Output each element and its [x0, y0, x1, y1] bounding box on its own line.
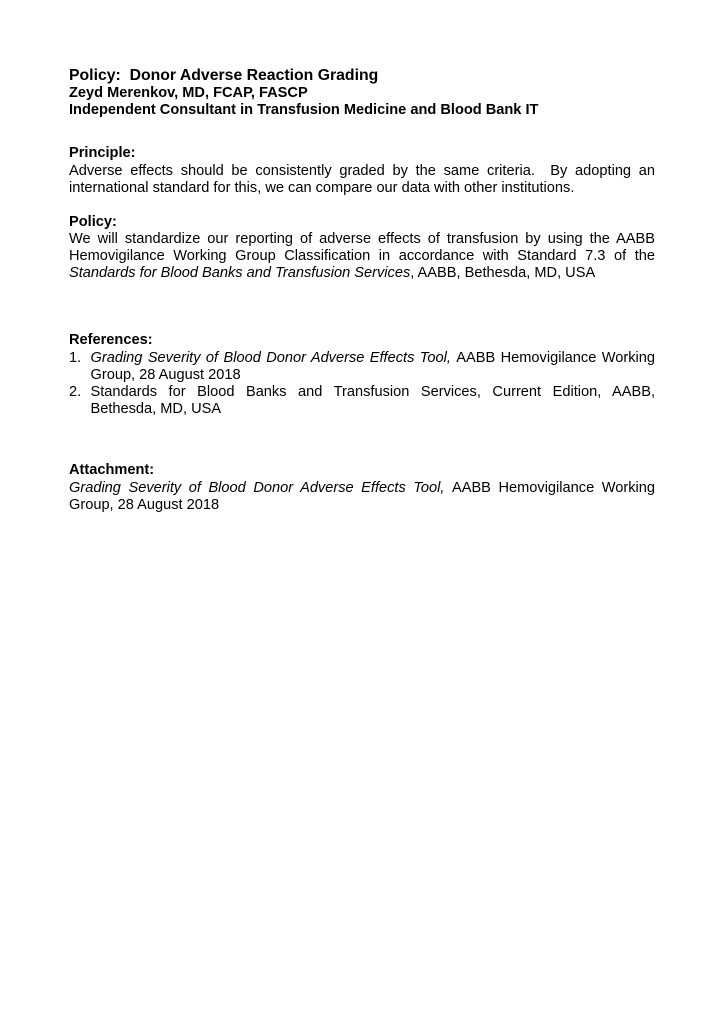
reference-text [91, 384, 656, 418]
policy-body-run-italic: Standards for Blood Banks and Transfusion Services [69, 265, 411, 282]
reference-number: 2. [69, 383, 82, 400]
reference-text [91, 350, 656, 384]
principle-heading: Principle: [69, 145, 136, 162]
attachment-heading: Attachment: [69, 462, 155, 479]
document-title: Policy: Donor Adverse Reaction Grading [69, 67, 379, 84]
policy-heading: Policy: [69, 213, 117, 230]
document-author: Zeyd Merenkov, MD, FCAP, FASCP [69, 85, 308, 101]
references-section [69, 332, 655, 418]
principle-section [69, 145, 660, 197]
attachment-section [69, 462, 660, 514]
reference-number: 1. [69, 349, 82, 366]
reference-item [69, 384, 655, 418]
attachment-body-run: AABB Hemovigilance Working Group, 28 August 2018 [69, 479, 660, 513]
attachment-body [69, 479, 660, 514]
reference-text-run-italic: Grading Severity of Blood Donor Adverse Effects Tool, [90, 349, 457, 366]
principle-body: Adverse effects should be consistently graded by the same criteria. By adopting an international standard for this, we can compare our data with other institutions. [69, 162, 660, 196]
reference-text-run: Standards for Blood Banks and Transfusion Services, Current Edition, AABB, Bethesda, MD, USA [90, 383, 655, 418]
references-heading: References: [69, 332, 153, 349]
attachment-body-run-italic: Grading Severity of Blood Donor Adverse Effects Tool, [69, 479, 452, 496]
document-header [69, 66, 655, 119]
policy-body-run: , AABB, Bethesda, MD, USA [410, 265, 596, 282]
reference-text-run: AABB Hemovigilance Working Group, 28 August 2018 [90, 349, 655, 383]
policy-section [69, 213, 660, 283]
reference-item [69, 350, 655, 384]
policy-body-run: We will standardize our reporting of adverse effects of transfusion by using the AABB Hemovigilance Working Group Classification in accordance with Standard 7.3 of the [69, 230, 660, 264]
document-author-role: Independent Consultant in Transfusion Medicine and Blood Bank IT [69, 102, 539, 119]
reference-list [69, 350, 655, 419]
policy-body [69, 230, 660, 283]
